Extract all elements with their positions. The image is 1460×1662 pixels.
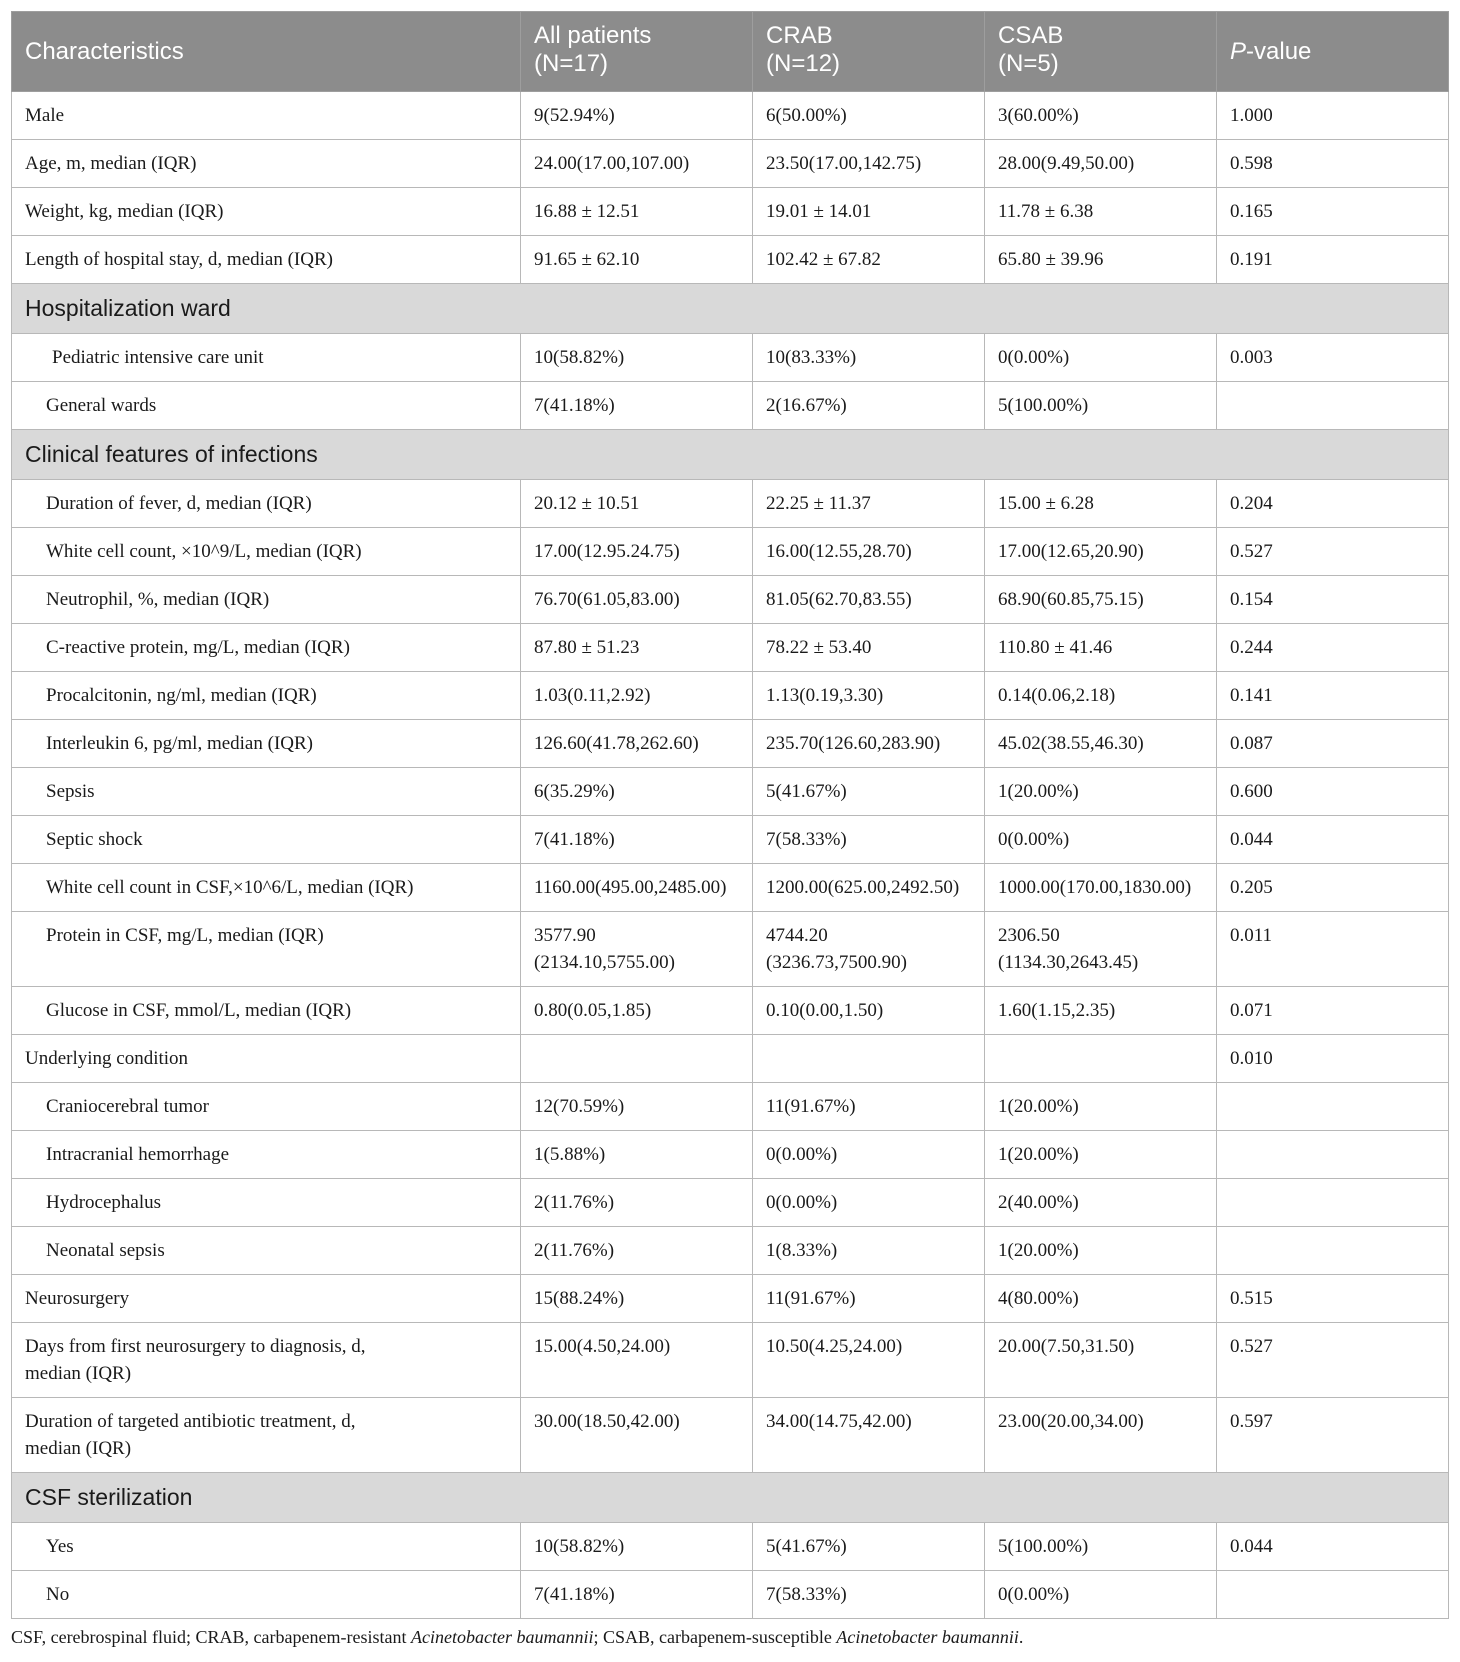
- cell-p: [1217, 1179, 1449, 1227]
- cell-csab: 11.78 ± 6.38: [985, 188, 1217, 236]
- cell-p: 0.527: [1217, 1323, 1449, 1398]
- row-label: Duration of fever, d, median (IQR): [12, 480, 521, 528]
- table-row-csf-wbc: [12, 864, 1449, 912]
- cell-crab: 78.22 ± 53.40: [753, 624, 985, 672]
- cell-all: 10(58.82%): [521, 1523, 753, 1571]
- cell-csab: 1(20.00%): [985, 1083, 1217, 1131]
- header-crab: CRAB (N=12): [753, 12, 985, 92]
- cell-csab: 20.00(7.50,31.50): [985, 1323, 1217, 1398]
- cell-all: 87.80 ± 51.23: [521, 624, 753, 672]
- cell-p: 0.071: [1217, 987, 1449, 1035]
- table-row-crp: [12, 624, 1449, 672]
- cell-all: 20.12 ± 10.51: [521, 480, 753, 528]
- cell-all: 10(58.82%): [521, 334, 753, 382]
- row-label: Neurosurgery: [12, 1275, 521, 1323]
- cell-csab: 45.02(38.55,46.30): [985, 720, 1217, 768]
- cell-crab: 5(41.67%): [753, 768, 985, 816]
- table-header: [12, 12, 1449, 92]
- table-row-septic-shock: [12, 816, 1449, 864]
- table-row-duration-antibiotic: [12, 1398, 1449, 1473]
- section-row-clinical-features: [12, 430, 1449, 480]
- cell-csab: 5(100.00%): [985, 1523, 1217, 1571]
- row-label: C-reactive protein, mg/L, median (IQR): [12, 624, 521, 672]
- table-row-neonatal-sepsis: [12, 1227, 1449, 1275]
- cell-csab: 1(20.00%): [985, 768, 1217, 816]
- cell-csab: 1.60(1.15,2.35): [985, 987, 1217, 1035]
- table-body: [12, 92, 1449, 1619]
- table-row-csf-glucose: [12, 987, 1449, 1035]
- cell-p: 0.087: [1217, 720, 1449, 768]
- cell-csab: 0(0.00%): [985, 816, 1217, 864]
- cell-csab: 3(60.00%): [985, 92, 1217, 140]
- cell-all: 15(88.24%): [521, 1275, 753, 1323]
- row-label: Glucose in CSF, mmol/L, median (IQR): [12, 987, 521, 1035]
- cell-p: [1217, 1571, 1449, 1619]
- table-row-intracranial-hemorrhage: [12, 1131, 1449, 1179]
- section-title: Clinical features of infections: [12, 430, 1449, 480]
- cell-csab: 0(0.00%): [985, 334, 1217, 382]
- header-characteristics: Characteristics: [12, 12, 521, 92]
- cell-all: 2(11.76%): [521, 1179, 753, 1227]
- section-row-csf-sterilization: [12, 1473, 1449, 1523]
- cell-all: 126.60(41.78,262.60): [521, 720, 753, 768]
- cell-crab: 23.50(17.00,142.75): [753, 140, 985, 188]
- cell-crab: 22.25 ± 11.37: [753, 480, 985, 528]
- cell-all: 12(70.59%): [521, 1083, 753, 1131]
- table-row-procalcitonin: [12, 672, 1449, 720]
- cell-all: 1(5.88%): [521, 1131, 753, 1179]
- cell-crab: 10(83.33%): [753, 334, 985, 382]
- table-row-sterilization-yes: [12, 1523, 1449, 1571]
- cell-csab: 1000.00(170.00,1830.00): [985, 864, 1217, 912]
- cell-csab: 17.00(12.65,20.90): [985, 528, 1217, 576]
- row-label: White cell count in CSF,×10^6/L, median (IQR): [12, 864, 521, 912]
- cell-csab: 1(20.00%): [985, 1131, 1217, 1179]
- cell-csab: 28.00(9.49,50.00): [985, 140, 1217, 188]
- cell-all: 1160.00(495.00,2485.00): [521, 864, 753, 912]
- table-row-interleukin6: [12, 720, 1449, 768]
- cell-all: 6(35.29%): [521, 768, 753, 816]
- row-label: Underlying condition: [12, 1035, 521, 1083]
- cell-p: [1217, 1131, 1449, 1179]
- row-label: Pediatric intensive care unit: [12, 334, 521, 382]
- cell-p: 0.165: [1217, 188, 1449, 236]
- cell-p: 0.244: [1217, 624, 1449, 672]
- row-label: Length of hospital stay, d, median (IQR): [12, 236, 521, 284]
- cell-p: [1217, 382, 1449, 430]
- cell-crab: 19.01 ± 14.01: [753, 188, 985, 236]
- row-label: Male: [12, 92, 521, 140]
- cell-all: 3577.90 (2134.10,5755.00): [521, 912, 753, 987]
- cell-p: 0.204: [1217, 480, 1449, 528]
- cell-p: 0.597: [1217, 1398, 1449, 1473]
- cell-crab: 1200.00(625.00,2492.50): [753, 864, 985, 912]
- cell-p: 0.598: [1217, 140, 1449, 188]
- cell-all: 7(41.18%): [521, 382, 753, 430]
- table-row-weight: [12, 188, 1449, 236]
- cell-crab: 2(16.67%): [753, 382, 985, 430]
- cell-all: [521, 1035, 753, 1083]
- table-row-wbc: [12, 528, 1449, 576]
- row-label: Hydrocephalus: [12, 1179, 521, 1227]
- cell-crab: 1.13(0.19,3.30): [753, 672, 985, 720]
- cell-all: 15.00(4.50,24.00): [521, 1323, 753, 1398]
- cell-all: 9(52.94%): [521, 92, 753, 140]
- row-label: Septic shock: [12, 816, 521, 864]
- table-row-neurosurgery: [12, 1275, 1449, 1323]
- characteristics-table-container: [11, 11, 1448, 1619]
- table-row-sterilization-no: [12, 1571, 1449, 1619]
- cell-csab: 1(20.00%): [985, 1227, 1217, 1275]
- header-row: [12, 12, 1449, 92]
- cell-p: [1217, 1227, 1449, 1275]
- cell-p: 0.044: [1217, 1523, 1449, 1571]
- cell-crab: 5(41.67%): [753, 1523, 985, 1571]
- table-footnote: CSF, cerebrospinal fluid; CRAB, carbapenem-resistant Acinetobacter baumannii; CSAB, carbapenem-susceptible Acinetobacter baumannii.: [11, 1627, 1024, 1647]
- cell-csab: [985, 1035, 1217, 1083]
- row-label: Neonatal sepsis: [12, 1227, 521, 1275]
- row-label: Neutrophil, %, median (IQR): [12, 576, 521, 624]
- row-label: Procalcitonin, ng/ml, median (IQR): [12, 672, 521, 720]
- row-label: Intracranial hemorrhage: [12, 1131, 521, 1179]
- cell-crab: 6(50.00%): [753, 92, 985, 140]
- cell-p: 1.000: [1217, 92, 1449, 140]
- cell-csab: 0.14(0.06,2.18): [985, 672, 1217, 720]
- cell-all: 30.00(18.50,42.00): [521, 1398, 753, 1473]
- cell-all: 1.03(0.11,2.92): [521, 672, 753, 720]
- cell-crab: 7(58.33%): [753, 1571, 985, 1619]
- cell-crab: 1(8.33%): [753, 1227, 985, 1275]
- characteristics-table: [11, 11, 1449, 1619]
- cell-p: 0.010: [1217, 1035, 1449, 1083]
- header-p-value: P-value: [1217, 12, 1449, 92]
- row-label: Protein in CSF, mg/L, median (IQR): [12, 912, 521, 987]
- row-label: Sepsis: [12, 768, 521, 816]
- row-label: Yes: [12, 1523, 521, 1571]
- cell-csab: 2(40.00%): [985, 1179, 1217, 1227]
- row-label: Age, m, median (IQR): [12, 140, 521, 188]
- cell-crab: 0(0.00%): [753, 1131, 985, 1179]
- cell-crab: 0.10(0.00,1.50): [753, 987, 985, 1035]
- header-all-patients: All patients (N=17): [521, 12, 753, 92]
- cell-crab: 4744.20 (3236.73,7500.90): [753, 912, 985, 987]
- row-label: Days from first neurosurgery to diagnosis, d, median (IQR): [12, 1323, 521, 1398]
- table-row-hydrocephalus: [12, 1179, 1449, 1227]
- table-row-picu: [12, 334, 1449, 382]
- cell-p: 0.527: [1217, 528, 1449, 576]
- table-row-csf-protein: [12, 912, 1449, 987]
- row-label: General wards: [12, 382, 521, 430]
- table-row-age: [12, 140, 1449, 188]
- cell-csab: 65.80 ± 39.96: [985, 236, 1217, 284]
- cell-crab: 16.00(12.55,28.70): [753, 528, 985, 576]
- section-row-hospitalization-ward: [12, 284, 1449, 334]
- section-title: CSF sterilization: [12, 1473, 1449, 1523]
- header-csab: CSAB (N=5): [985, 12, 1217, 92]
- cell-csab: 4(80.00%): [985, 1275, 1217, 1323]
- table-row-days-first-neurosurgery: [12, 1323, 1449, 1398]
- row-label: No: [12, 1571, 521, 1619]
- cell-csab: 110.80 ± 41.46: [985, 624, 1217, 672]
- cell-p: 0.044: [1217, 816, 1449, 864]
- cell-p: 0.600: [1217, 768, 1449, 816]
- cell-crab: [753, 1035, 985, 1083]
- cell-crab: 34.00(14.75,42.00): [753, 1398, 985, 1473]
- table-row-underlying-condition: [12, 1035, 1449, 1083]
- cell-csab: 15.00 ± 6.28: [985, 480, 1217, 528]
- cell-p: 0.141: [1217, 672, 1449, 720]
- cell-crab: 10.50(4.25,24.00): [753, 1323, 985, 1398]
- cell-csab: 23.00(20.00,34.00): [985, 1398, 1217, 1473]
- cell-all: 7(41.18%): [521, 1571, 753, 1619]
- cell-all: 7(41.18%): [521, 816, 753, 864]
- cell-all: 24.00(17.00,107.00): [521, 140, 753, 188]
- row-label: Craniocerebral tumor: [12, 1083, 521, 1131]
- cell-crab: 7(58.33%): [753, 816, 985, 864]
- table-row-neutrophil: [12, 576, 1449, 624]
- cell-crab: 102.42 ± 67.82: [753, 236, 985, 284]
- cell-crab: 81.05(62.70,83.55): [753, 576, 985, 624]
- cell-p: 0.011: [1217, 912, 1449, 987]
- cell-p: 0.205: [1217, 864, 1449, 912]
- section-title: Hospitalization ward: [12, 284, 1449, 334]
- table-row-general-wards: [12, 382, 1449, 430]
- cell-all: 17.00(12.95.24.75): [521, 528, 753, 576]
- cell-p: 0.154: [1217, 576, 1449, 624]
- cell-csab: 68.90(60.85,75.15): [985, 576, 1217, 624]
- cell-all: 2(11.76%): [521, 1227, 753, 1275]
- row-label: Duration of targeted antibiotic treatment, d, median (IQR): [12, 1398, 521, 1473]
- row-label: Weight, kg, median (IQR): [12, 188, 521, 236]
- table-row-male: [12, 92, 1449, 140]
- cell-all: 16.88 ± 12.51: [521, 188, 753, 236]
- cell-p: [1217, 1083, 1449, 1131]
- table-row-sepsis: [12, 768, 1449, 816]
- cell-crab: 235.70(126.60,283.90): [753, 720, 985, 768]
- cell-p: 0.515: [1217, 1275, 1449, 1323]
- cell-all: 76.70(61.05,83.00): [521, 576, 753, 624]
- cell-p: 0.191: [1217, 236, 1449, 284]
- table-row-fever: [12, 480, 1449, 528]
- cell-csab: 5(100.00%): [985, 382, 1217, 430]
- table-row-craniocerebral-tumor: [12, 1083, 1449, 1131]
- cell-crab: 0(0.00%): [753, 1179, 985, 1227]
- cell-all: 91.65 ± 62.10: [521, 236, 753, 284]
- cell-all: 0.80(0.05,1.85): [521, 987, 753, 1035]
- cell-crab: 11(91.67%): [753, 1083, 985, 1131]
- row-label: Interleukin 6, pg/ml, median (IQR): [12, 720, 521, 768]
- cell-csab: 2306.50 (1134.30,2643.45): [985, 912, 1217, 987]
- cell-p: 0.003: [1217, 334, 1449, 382]
- table-row-hospital-stay: [12, 236, 1449, 284]
- cell-csab: 0(0.00%): [985, 1571, 1217, 1619]
- cell-crab: 11(91.67%): [753, 1275, 985, 1323]
- row-label: White cell count, ×10^9/L, median (IQR): [12, 528, 521, 576]
